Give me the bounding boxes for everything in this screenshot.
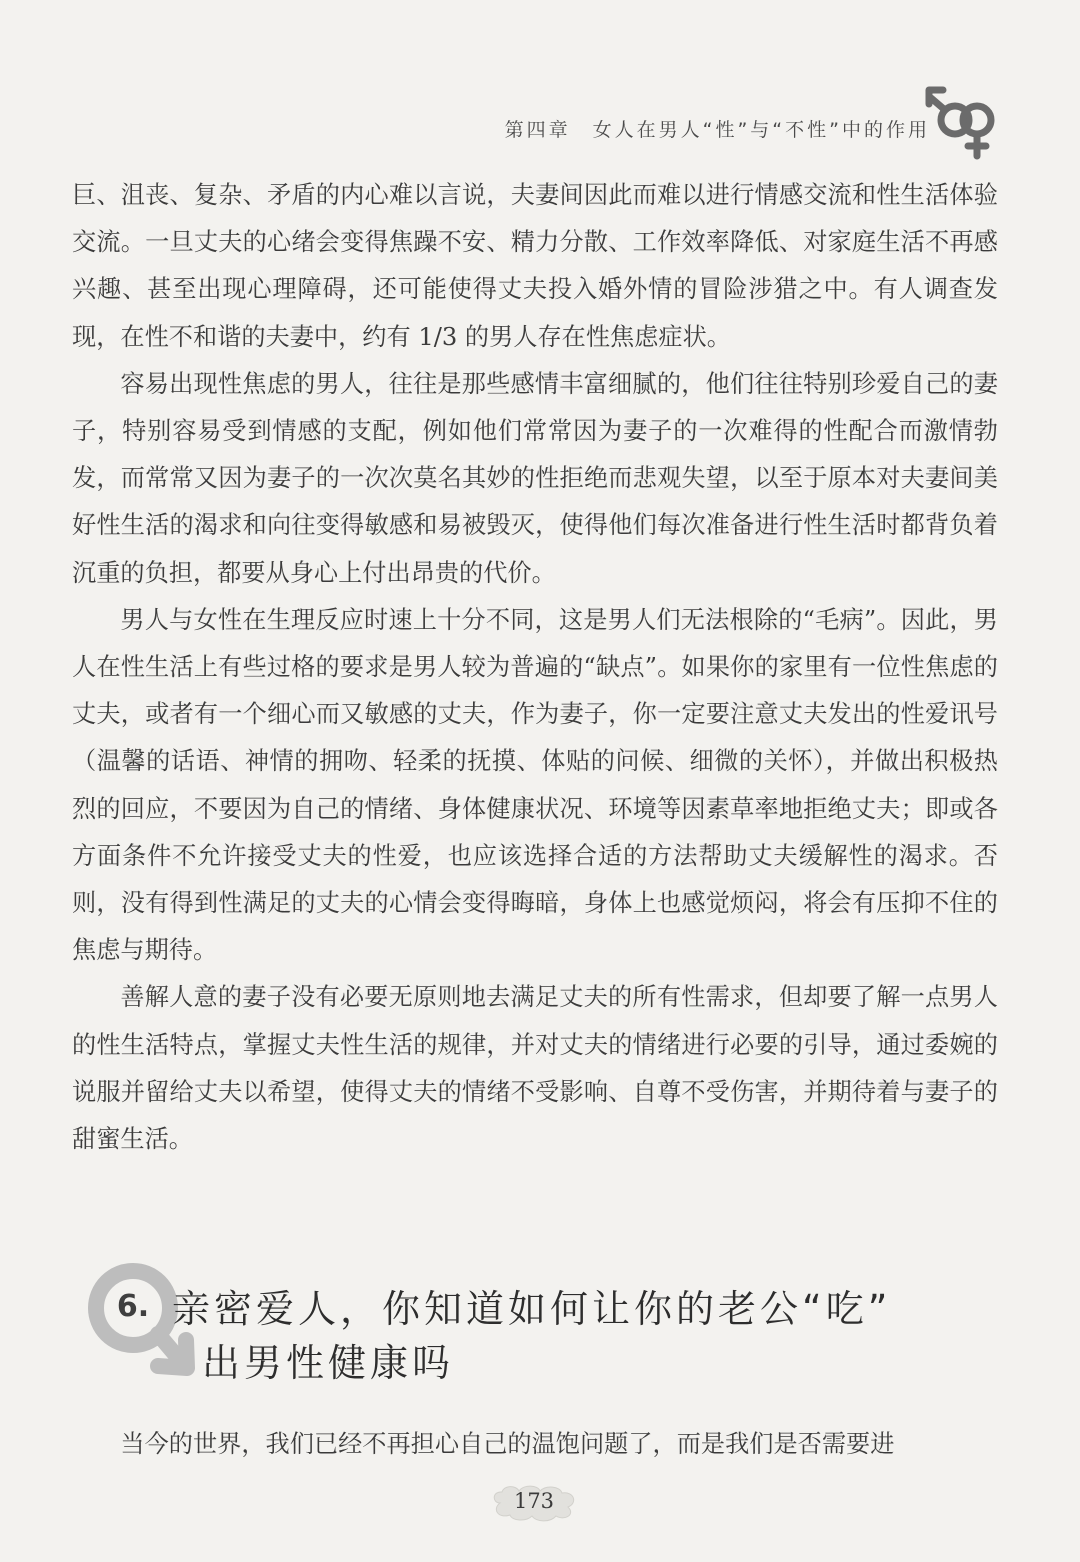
section-title-line1: 亲密爱人，你知道如何让你的老公“吃” — [172, 1287, 892, 1331]
closing-paragraph: 当今的世界，我们已经不再担心自己的温饱问题了，而是我们是否需要进 — [120, 1430, 895, 1458]
page-number-badge — [488, 1483, 580, 1523]
section-number: 6. — [116, 1289, 150, 1324]
paragraph: 容易出现性焦虑的男人，往往是那些感情丰富细腻的，他们往往特别珍爱自己的妻子，特别容易受到情感的支配，例如他们常常因为妻子的一次难得的性配合而激情勃发，而常常又因为妻子的一次次莫名其妙的性拒绝而悲观失望，以至于原本对夫妻间美好性生活的渴求和向往变得敏感和易被毁灭，使得他们每次准备进行性生活时都背负着沉重的负担，都要从身心上付出昂贵的代价。 — [72, 369, 998, 587]
paragraph: 善解人意的妻子没有必要无原则地去满足丈夫的所有性需求，但却要了解一点男人的性生活特点，掌握丈夫性生活的规律，并对丈夫的情绪进行必要的引导，通过委婉的说服并留给丈夫以希望，使得丈夫的情绪不受影响、自尊不受伤害，并期待着与妻子的甜蜜生活。 — [72, 983, 998, 1154]
body-text — [72, 172, 998, 1163]
paragraph: 巨、沮丧、复杂、矛盾的内心难以言说，夫妻间因此而难以进行情感交流和性生活体验交流。一旦丈夫的心绪会变得焦躁不安、精力分散、工作效率降低、对家庭生活不再感兴趣、甚至出现心理障碍，还可能使得丈夫投入婚外情的冒险涉猎之中。有人调查发现，在性不和谐的夫妻中，约有 1/3 的男人存在性焦虑症状。 — [72, 181, 998, 351]
running-header: 第四章 女人在男人“性”与“不性”中的作用 — [504, 119, 930, 141]
gender-symbols-icon — [925, 82, 1005, 162]
section-heading — [72, 1262, 1012, 1392]
paragraph: 男人与女性在生理反应时速上十分不同，这是男人们无法根除的“毛病”。因此，男人在性生活上有些过格的要求是男人较为普遍的“缺点”。如果你的家里有一位性焦虑的丈夫，或者有一个细心而又敏感的丈夫，作为妻子，你一定要注意丈夫发出的性爱讯号（温馨的话语、神情的拥吻、轻柔的抚摸、体贴的问候、细微的关怀），并做出积极热烈的回应，不要因为自己的情绪、身体健康状况、环境等因素草率地拒绝丈夫；即或各方面条件不允许接受丈夫的性爱，也应该选择合适的方法帮助丈夫缓解性的渴求。否则，没有得到性满足的丈夫的心情会变得晦暗，身体上也感觉烦闷，将会有压抑不住的焦虑与期待。 — [72, 605, 998, 965]
section-title — [172, 1282, 992, 1390]
section-title-line2: 出男性健康吗 — [202, 1341, 455, 1385]
page-number: 173 — [513, 1489, 555, 1513]
